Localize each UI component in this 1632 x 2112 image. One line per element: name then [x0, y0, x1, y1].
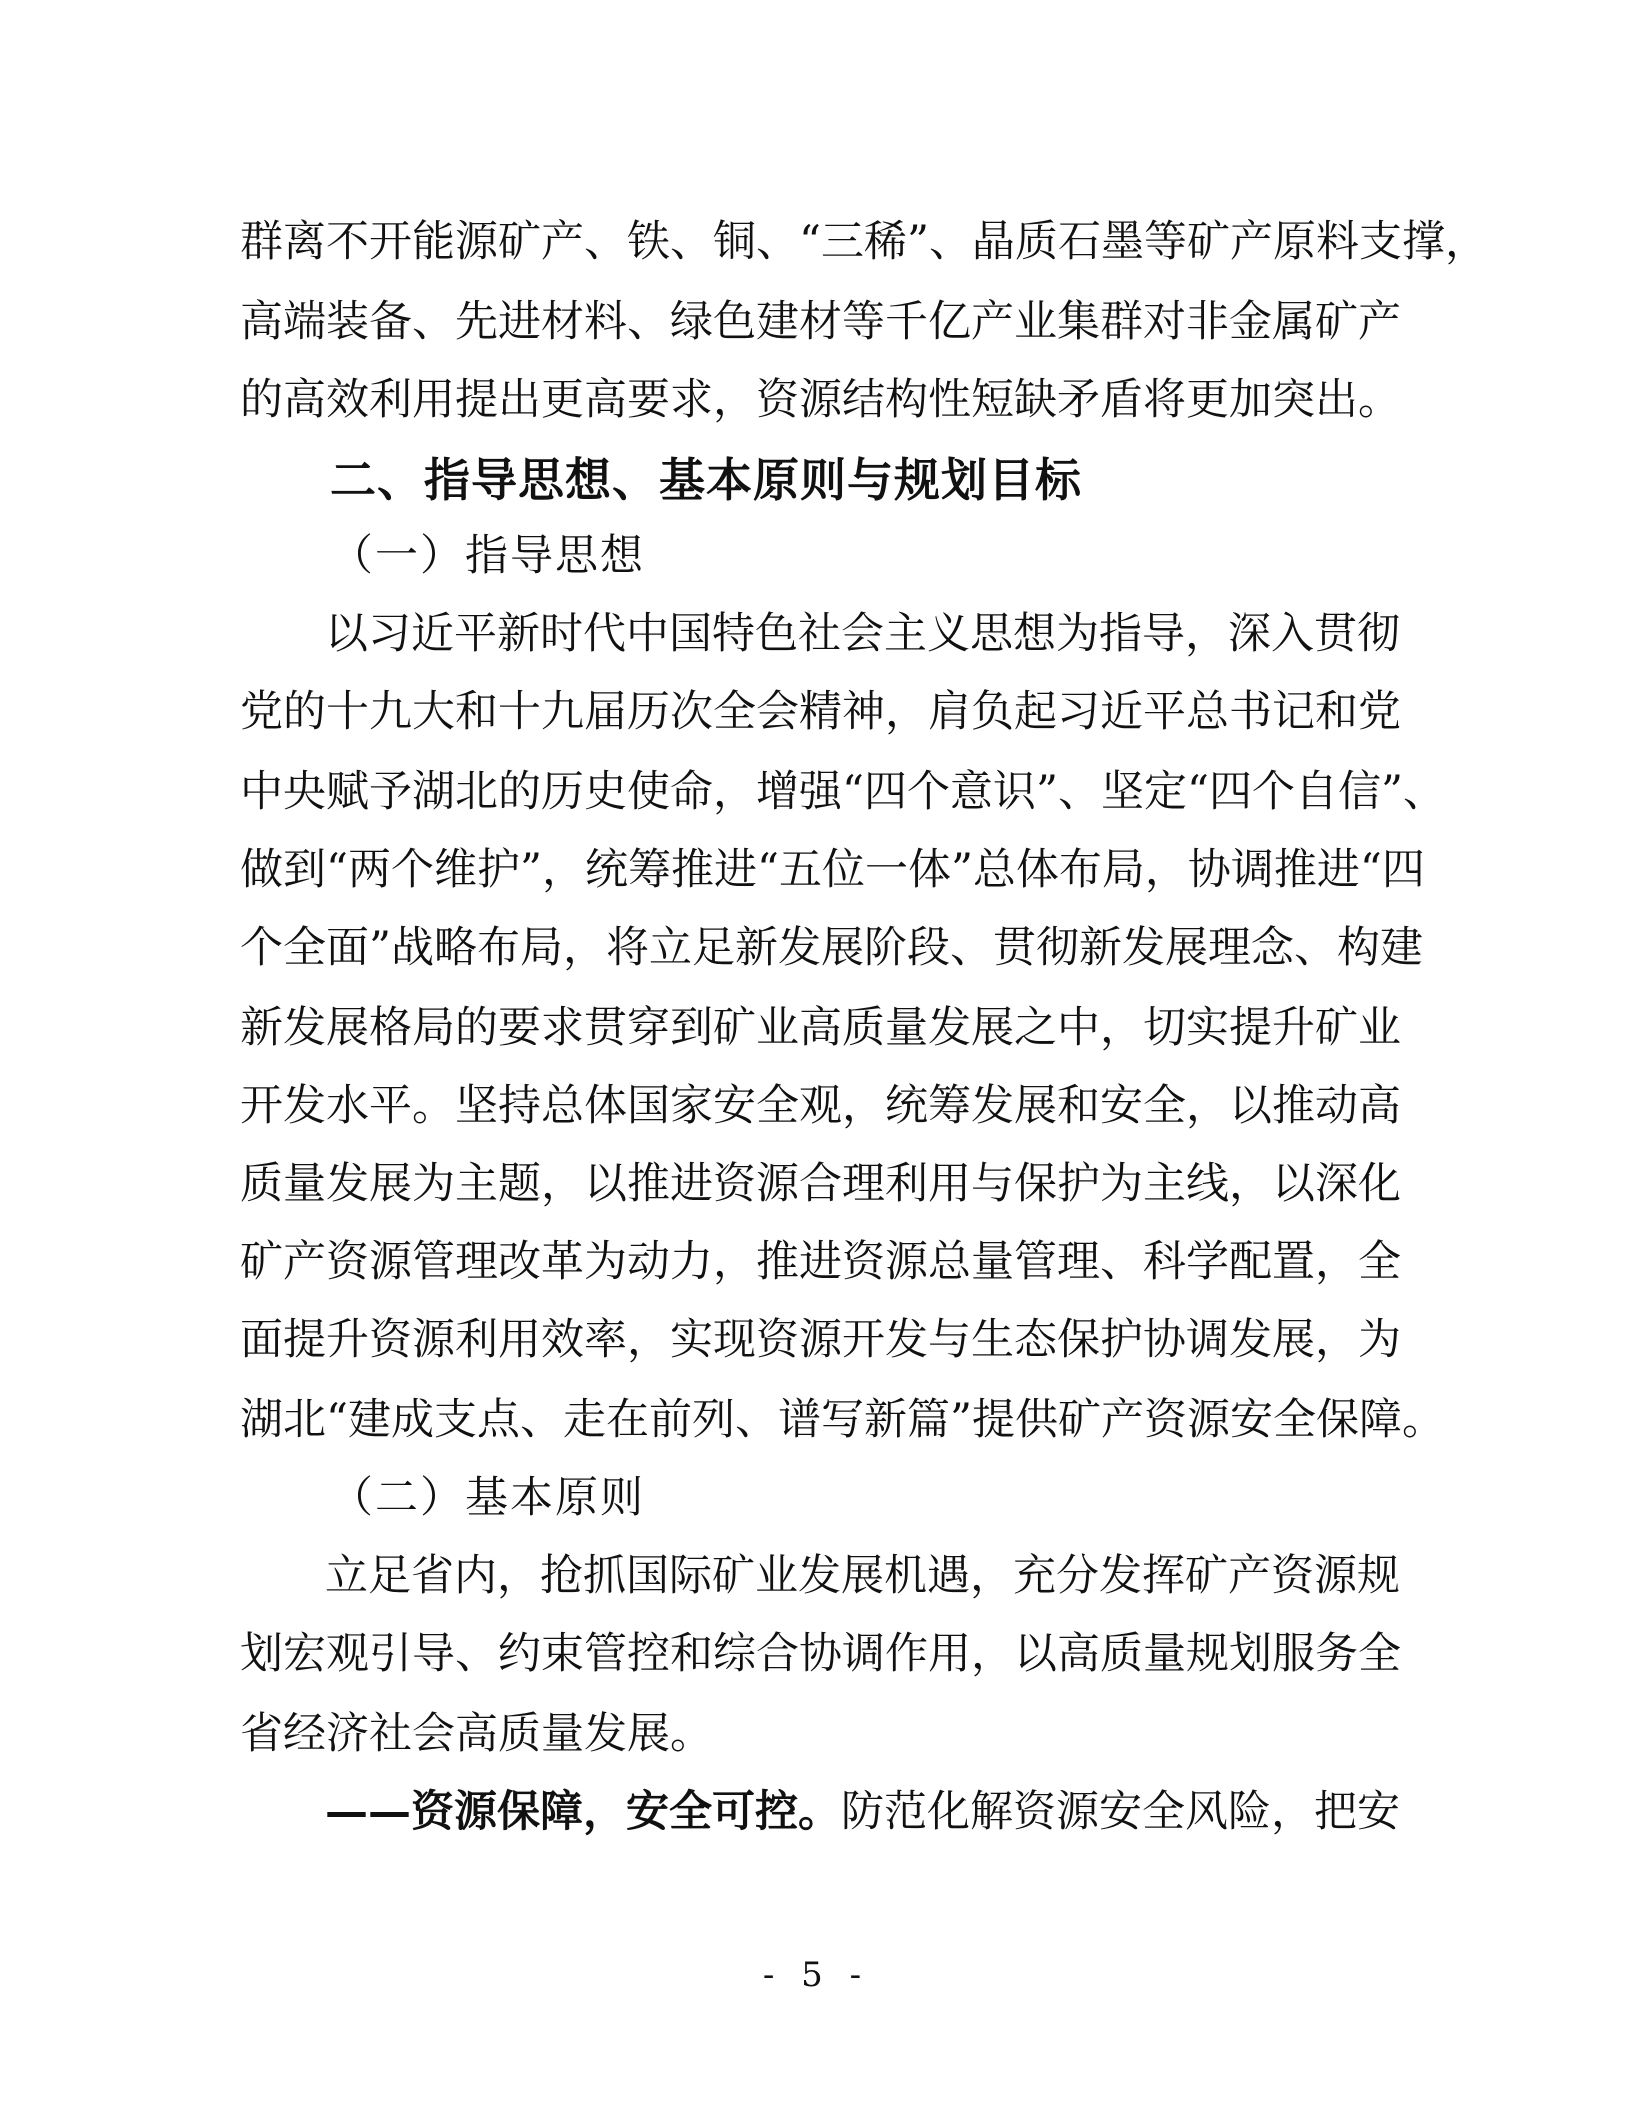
subsection-title: （一）指导思想 — [330, 531, 645, 581]
paragraph-line: 矿产资源管理改革为动力，推进资源总量管理、科学配置，全 — [240, 1237, 1401, 1287]
subsection-title: （二）基本原则 — [330, 1473, 645, 1523]
paragraph-line: 面提升资源利用效率，实现资源开发与生态保护协调发展，为 — [240, 1315, 1401, 1365]
paragraph-line: 个全面”战略布局，将立足新发展阶段、贯彻新发展理念、构建 — [240, 923, 1423, 973]
paragraph-line: 群离不开能源矿产、铁、铜、“三稀”、晶质石墨等矿产原料支撑， — [240, 217, 1488, 267]
paragraph-line: 的高效利用提出更高要求，资源结构性短缺矛盾将更加突出。 — [240, 375, 1401, 425]
paragraph-line: 开发水平。坚持总体国家安全观，统筹发展和安全，以推动高 — [240, 1081, 1401, 1131]
principle-text: 防范化解资源安全风险，把安 — [841, 1787, 1400, 1837]
section-heading: 二、指导思想、基本原则与规划目标 — [330, 453, 1082, 507]
paragraph-line: 省经济社会高质量发展。 — [240, 1709, 713, 1759]
paragraph-line: 中央赋予湖北的历史使命，增强“四个意识”、坚定“四个自信”、 — [240, 767, 1446, 817]
paragraph-line: 高端装备、先进材料、绿色建材等千亿产业集群对非金属矿产 — [240, 297, 1401, 347]
paragraph-line: 湖北“建成支点、走在前列、谱写新篇”提供矿产资源安全保障。 — [240, 1395, 1445, 1445]
paragraph-line: 党的十九大和十九届历次全会精神，肩负起习近平总书记和党 — [240, 687, 1401, 737]
paragraph-line: 立足省内，抢抓国际矿业发展机遇，充分发挥矿产资源规 — [325, 1551, 1400, 1601]
principle-lead: ——资源保障，安全可控。 — [325, 1787, 841, 1837]
principle-line — [325, 1782, 1400, 1842]
paragraph-line: 质量发展为主题，以推进资源合理利用与保护为主线，以深化 — [240, 1159, 1401, 1209]
paragraph-line: 划宏观引导、约束管控和综合协调作用，以高质量规划服务全 — [240, 1629, 1401, 1679]
paragraph-line: 以习近平新时代中国特色社会主义思想为指导，深入贯彻 — [325, 609, 1400, 659]
paragraph-line: 新发展格局的要求贯穿到矿业高质量发展之中，切实提升矿业 — [240, 1003, 1401, 1053]
paragraph-line: 做到“两个维护”，统筹推进“五位一体”总体布局，协调推进“四 — [240, 845, 1425, 895]
page-number: - 5 - — [762, 1955, 870, 1995]
